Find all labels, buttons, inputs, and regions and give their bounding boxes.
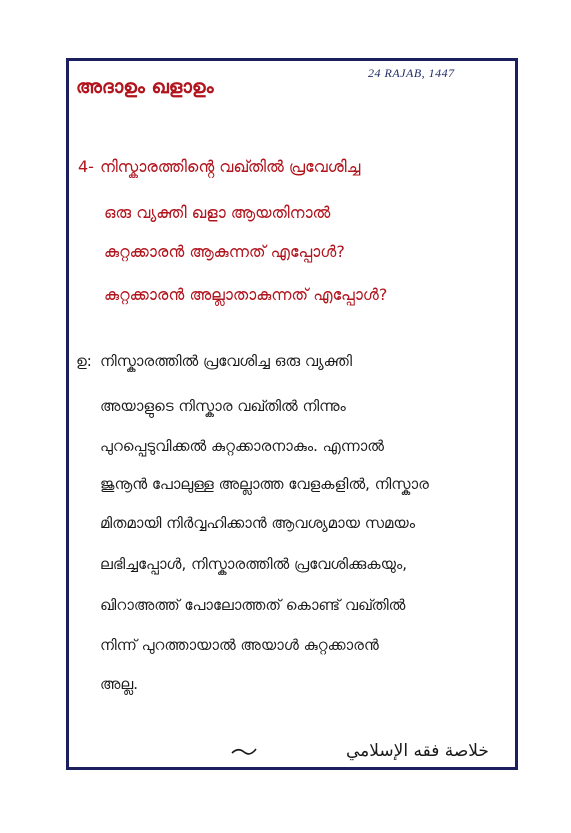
answer-line: അയാളുടെ നിസ്കാര വഖ്തിൽ നിന്നും — [100, 397, 346, 415]
answer-line: അല്ല. — [100, 675, 138, 693]
question-line: കുറ്റക്കാരൻ ആകുന്നത് എപ്പോൾ? — [104, 242, 345, 261]
answer-line: നിന്ന് പുറത്തായാൽ അയാൾ കുറ്റക്കാരൻ — [100, 636, 379, 654]
answer-line: നിസ്കാരത്തിൽ പ്രവേശിച്ച ഒരു വ്യക്തി — [100, 352, 353, 370]
question-line: നിസ്കാരത്തിൻ്റെ വഖ്തിൽ പ്രവേശിച്ച — [100, 157, 361, 176]
answer-marker: ഉ: — [76, 352, 92, 370]
answer-line: ലഭിച്ചപ്പോൾ, നിസ്കാരത്തിൽ പ്രവേശിക്കുകയും, — [100, 555, 407, 573]
question-line: ഒരു വ്യക്തി ഖളാ ആയതിനാൽ — [104, 203, 331, 222]
question-number: 4- — [78, 157, 94, 176]
date-label: 24 RAJAB, 1447 — [368, 66, 455, 80]
answer-line: ഖിറാഅത്ത് പോലോത്തത് കൊണ്ട് വഖ്തിൽ — [100, 596, 406, 614]
answer-line: മിതമായി നിർവ്വഹിക്കാൻ ആവശ്യമായ സമയം — [100, 514, 415, 532]
tilde-mark — [230, 745, 258, 757]
answer-line: പുറപ്പെടുവിക്കൽ കുറ്റക്കാരനാകും. എന്നാൽ — [100, 437, 384, 455]
answer-line: ജുനൂൻ പോലുള്ള അല്ലാത്ത വേളകളിൽ, നിസ്കാര — [100, 475, 429, 493]
source-reference: خلاصة فقه الإسلامي — [346, 741, 489, 761]
page-title: അദാഉം ഖളാഉം — [76, 76, 214, 98]
question-line: കുറ്റക്കാരൻ അല്ലാതാകുന്നത് എപ്പോൾ? — [104, 285, 388, 304]
